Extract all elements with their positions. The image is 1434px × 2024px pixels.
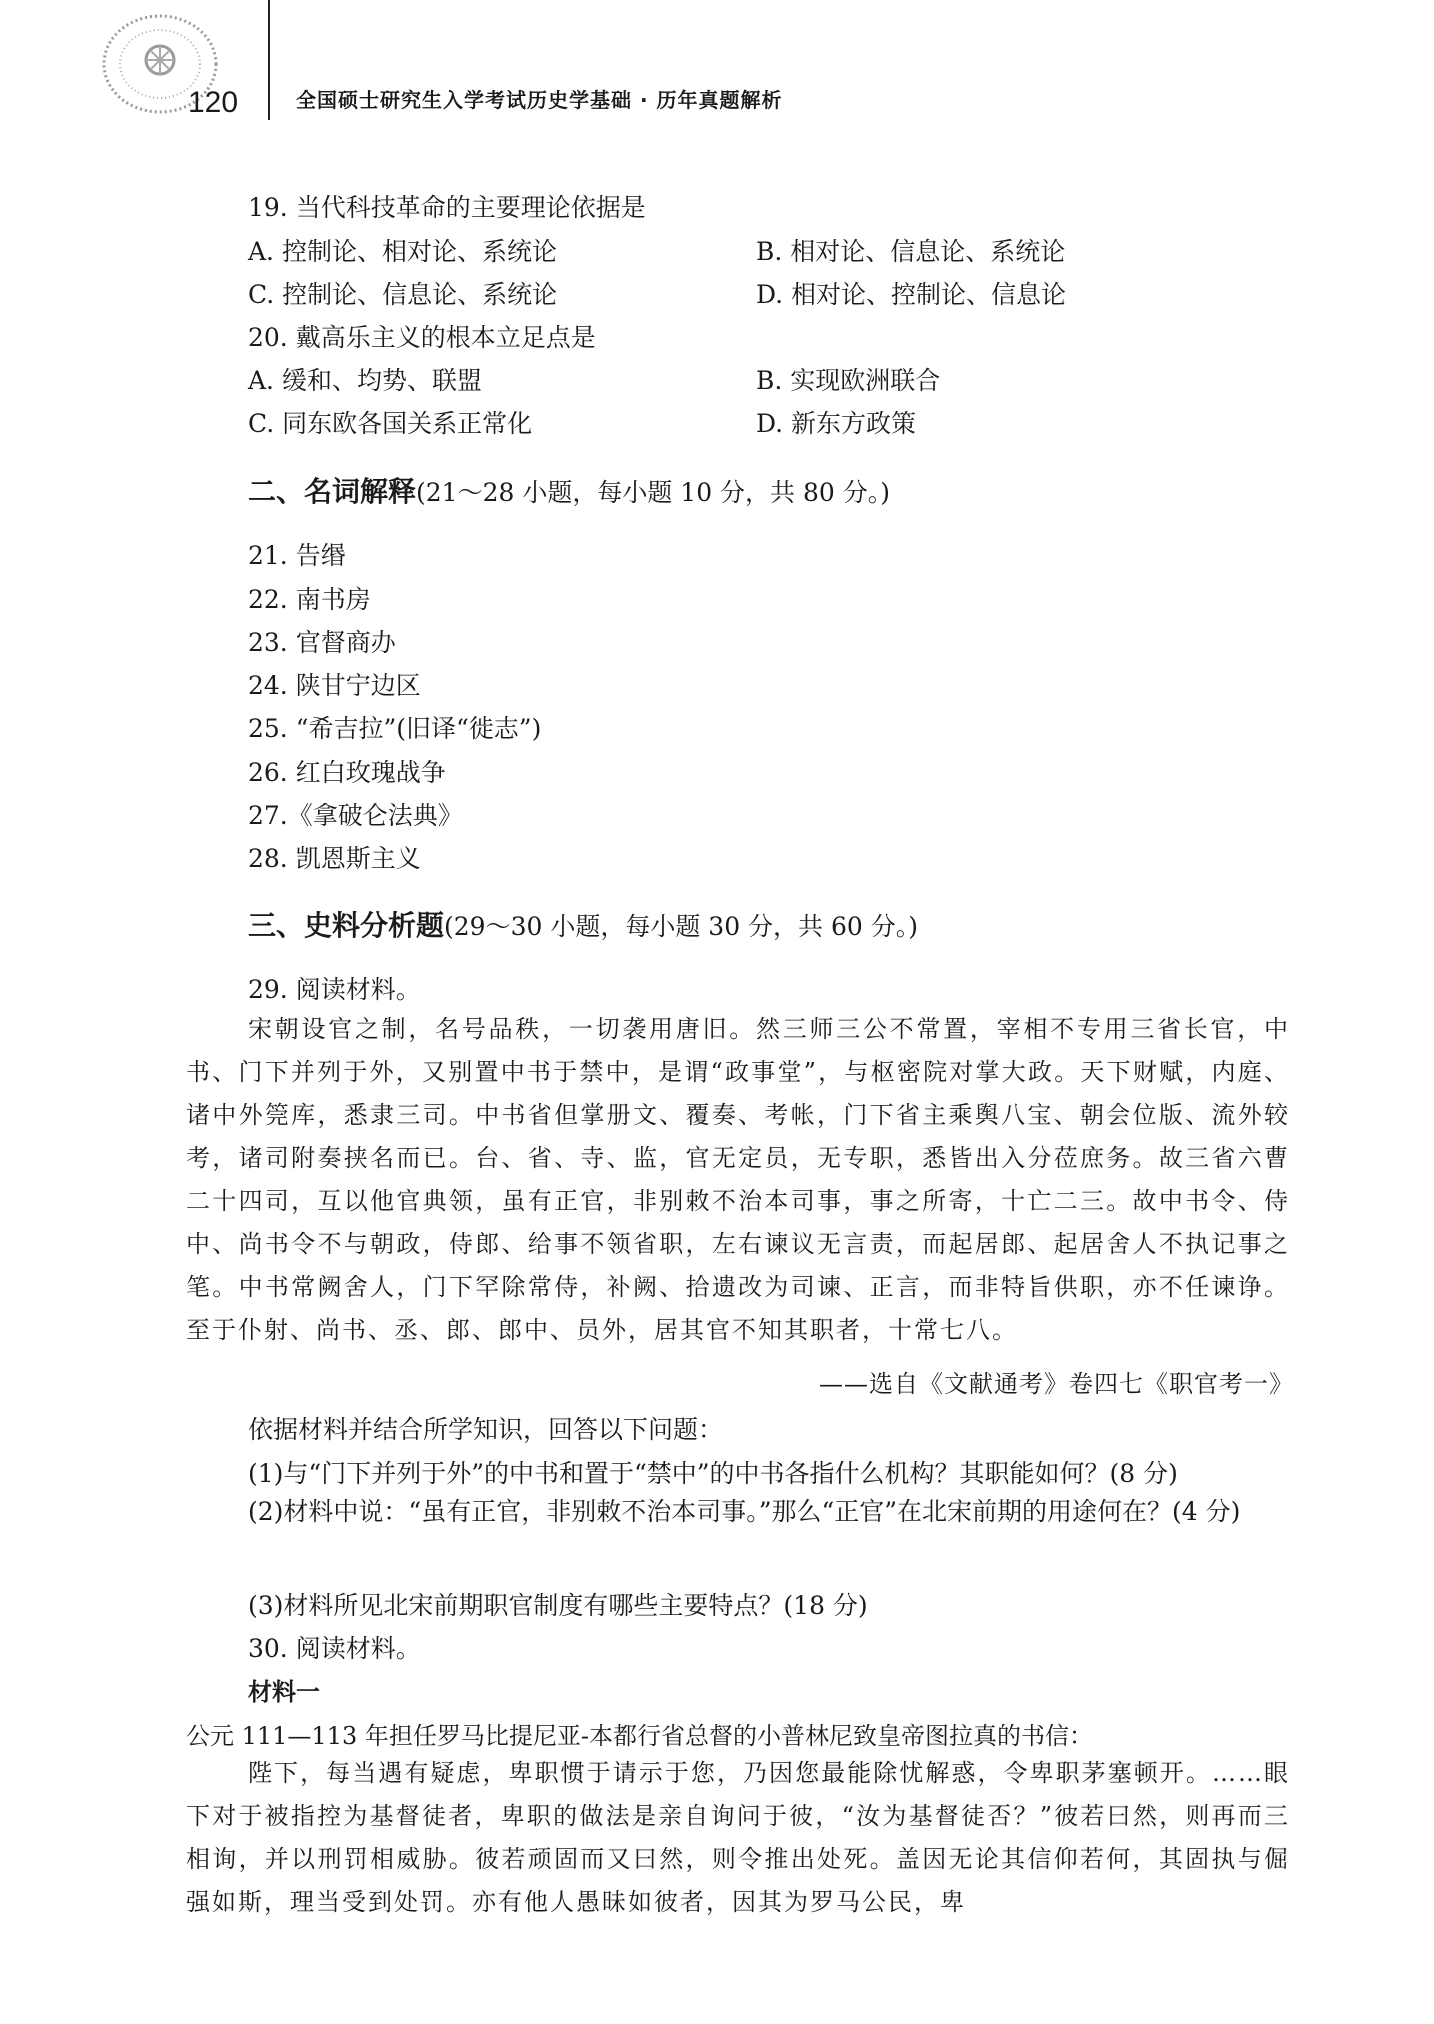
q20-option-d: D. 新东方政策 — [756, 409, 917, 438]
q19-option-d: D. 相对论、控制论、信息论 — [756, 280, 1067, 309]
q20-stem: 20. 戴高乐主义的根本立足点是 — [248, 323, 596, 352]
section3-heading — [248, 904, 918, 944]
q29-subquestion-1: (1)与“门下并列于外”的中书和置于“禁中”的中书各指什么机构？其职能如何？(8 分) — [248, 1459, 1178, 1488]
q29-passage: 宋朝设官之制，名号品秩，一切袭用唐旧。然三师三公不常置，宰相不专用三省长官，中书、门下并列于外，又别置中书于禁中，是谓“政事堂”，与枢密院对掌大政。天下财赋，内庭、诸中外筦库，悉隶三司。中书省但掌册文、覆奏、考帐，门下省主乘舆八宝、朝会位版、流外较考，诸司附奏挟名而已。台、省、寺、监，官无定员，无专职，悉皆出入分莅庶务。故三省六曹二十四司，互以他官典领，虽有正官，非别敕不治本司事，事之所寄，十亡二三。故中书令、侍中、尚书令不与朝政，侍郎、给事不领省职，左右谏议无言责，而起居郎、起居舍人不执记事之笔。中书常阙舍人，门下罕除常侍，补阙、拾遗改为司谏、正言，而非特旨供职，亦不任谏诤。至于仆射、尚书、丞、郎、郎中、员外，居其官不知其职者，十常七八。 — [186, 1015, 1290, 1344]
section2-heading — [248, 470, 890, 510]
q29-stem: 29. 阅读材料。 — [248, 975, 421, 1004]
term-item: 24. 陕甘宁边区 — [248, 671, 421, 700]
section2-title: 二、名词解释 — [248, 475, 417, 508]
running-title: 全国硕士研究生入学考试历史学基础 · 历年真题解析 — [296, 88, 783, 112]
q20-option-c: C. 同东欧各国关系正常化 — [248, 409, 533, 438]
term-item: 22. 南书房 — [248, 585, 371, 614]
q30-stem: 30. 阅读材料。 — [248, 1634, 421, 1663]
term-item: 27.《拿破仑法典》 — [248, 801, 463, 830]
q30-material-intro: 公元 111—113 年担任罗马比提尼亚-本都行省总督的小普林尼致皇帝图拉真的书信： — [186, 1722, 1093, 1750]
q19-stem: 19. 当代科技革命的主要理论依据是 — [248, 193, 646, 222]
q29-instruction: 依据材料并结合所学知识，回答以下问题： — [248, 1415, 724, 1444]
page-number: 120 — [188, 86, 239, 119]
q29-subquestion-3: (3)材料所见北宋前期职官制度有哪些主要特点？(18 分) — [248, 1591, 868, 1620]
term-item: 21. 告缗 — [248, 541, 346, 570]
q19-option-b: B. 相对论、信息论、系统论 — [756, 237, 1066, 266]
section3-title: 三、史料分析题 — [248, 909, 445, 942]
q30-passage: 陛下，每当遇有疑虑，卑职惯于请示于您，乃因您最能除忧解惑，令卑职茅塞顿开。……眼下对于被指控为基督徒者，卑职的做法是亲自询问于彼，“汝为基督徒否？”彼若曰然，则再而三相询，并以刑罚相威胁。彼若顽固而又曰然，则令推出处死。盖因无论其信仰若何，其固执与倔强如斯，理当受到处罚。亦有他人愚昧如彼者，因其为罗马公民，卑 — [186, 1759, 1290, 1916]
header-divider — [268, 0, 270, 120]
q30-material-label: 材料一 — [248, 1678, 320, 1706]
term-item: 28. 凯恩斯主义 — [248, 844, 421, 873]
term-item: 25. “希吉拉”(旧译“徙志”) — [248, 714, 542, 743]
term-item: 23. 官督商办 — [248, 628, 396, 657]
page-header — [0, 0, 1434, 150]
q29-source: ——选自《文献通考》卷四七《职官考一》 — [819, 1370, 1294, 1398]
term-item: 26. 红白玫瑰战争 — [248, 758, 446, 787]
q20-option-b: B. 实现欧洲联合 — [756, 366, 941, 395]
q29-subquestion-2: (2)材料中说：“虽有正官，非别敕不治本司事。”那么“正官”在北宋前期的用途何在？(4 分) — [248, 1497, 1241, 1526]
section3-note: (29～30 小题，每小题 30 分，共 60 分。) — [444, 912, 919, 941]
section2-note: (21～28 小题，每小题 10 分，共 80 分。) — [416, 478, 891, 507]
q19-option-a: A. 控制论、相对论、系统论 — [248, 237, 557, 266]
q20-option-a: A. 缓和、均势、联盟 — [248, 366, 482, 395]
q19-option-c: C. 控制论、信息论、系统论 — [248, 280, 558, 309]
